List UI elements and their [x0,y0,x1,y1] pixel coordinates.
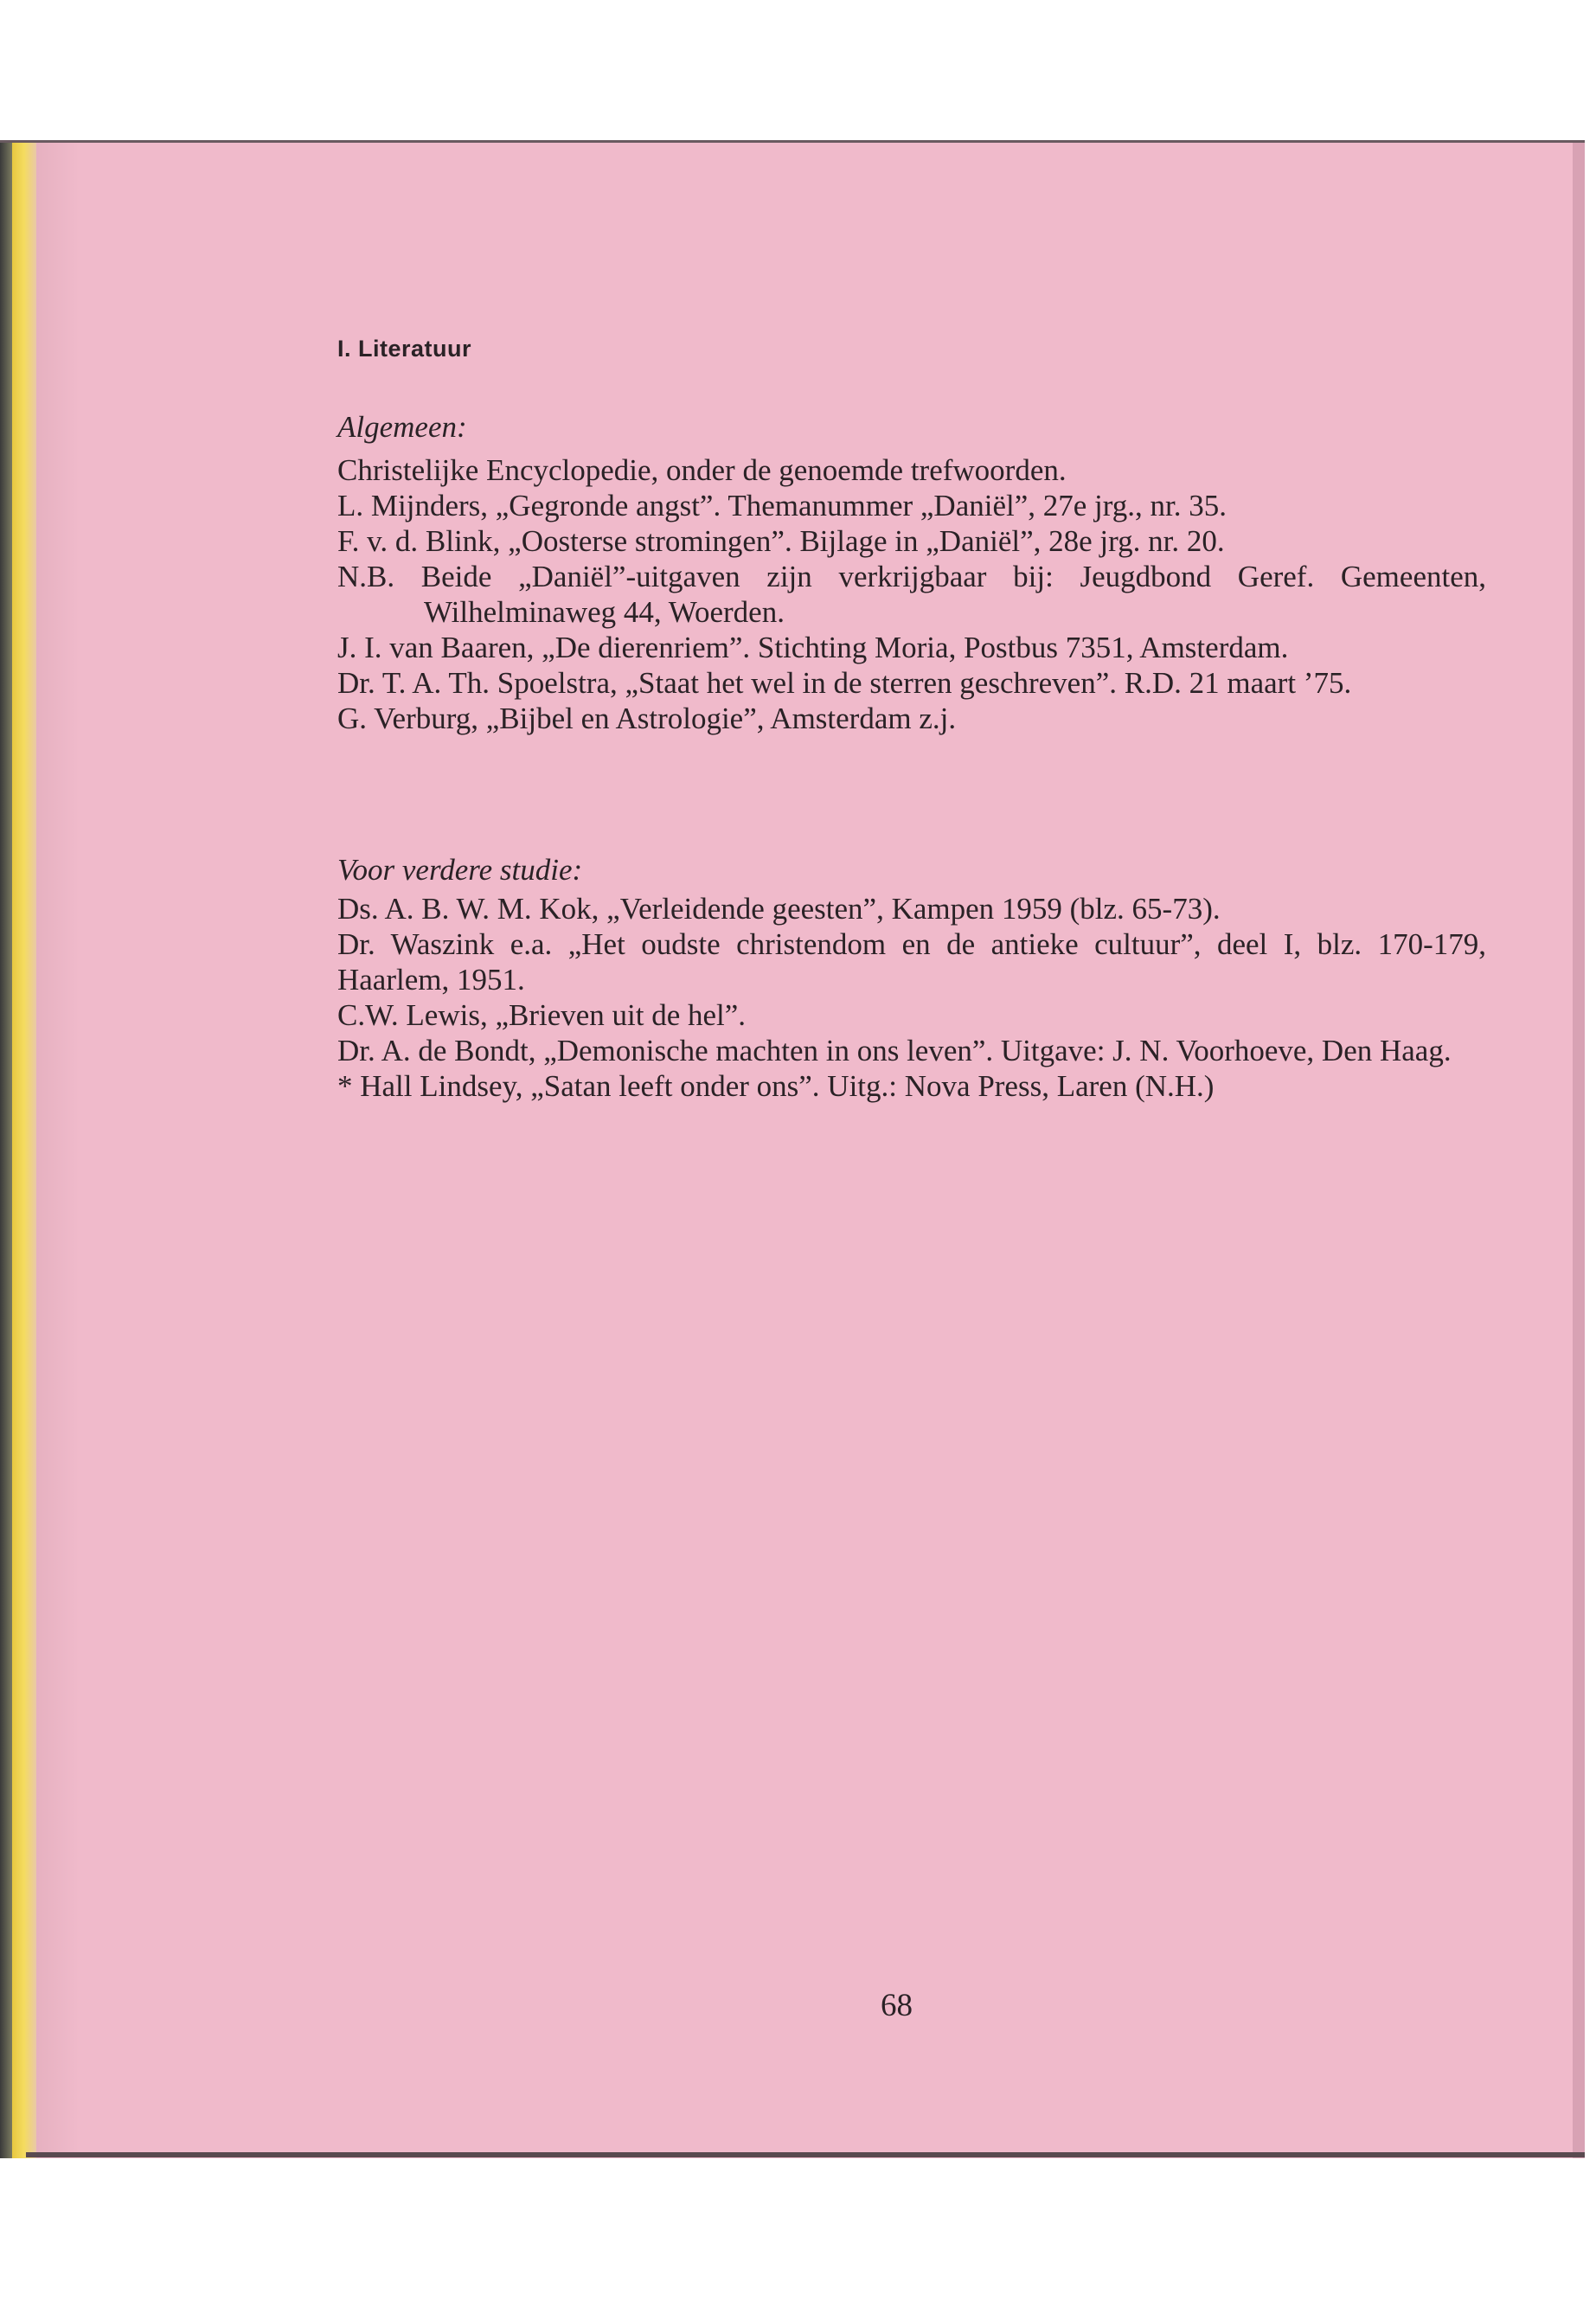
reference-entry: Christelijke Encyclopedie, onder de genoemde trefwoorden. [337,453,1067,487]
verdere-studie-title: Voor verdere studie: [337,853,583,887]
reference-entry: Dr. T. A. Th. Spoelstra, „Staat het wel in de sterren geschreven”. R.D. 21 maart ’75. [337,666,1352,700]
reference-note: N.B. Beide „Daniël”-uitgaven zijn verkrijgbaar bij: Jeugdbond Geref. Gemeenten, Wilhelminaweg 44, Woerden. [337,560,1486,629]
reference-entry: Dr. A. de Bondt, „Demonische machten in ons leven”. Uitgave: J. N. Voorhoeve, Den Haag. [337,1034,1452,1067]
reference-entry: C.W. Lewis, „Brieven uit de hel”. [337,998,747,1032]
page-right-edge [1573,143,1585,2158]
page-number: 68 [881,1988,913,2023]
section-heading: I. Literatuur [337,336,472,362]
algemeen-list [337,452,1486,736]
book-spine-edge [0,143,12,2158]
algemeen-title: Algemeen: [337,410,467,444]
book-spine-yellow [12,143,36,2158]
reference-entry: G. Verburg, „Bijbel en Astrologie”, Amsterdam z.j. [337,702,957,735]
reference-entry: J. I. van Baaren, „De dierenriem”. Stichting Moria, Postbus 7351, Amsterdam. [337,631,1289,664]
verdere-studie-list [337,891,1486,1104]
page-gutter-shade [36,143,80,2158]
book-page [0,143,1585,2158]
reference-entry: L. Mijnders, „Gegronde angst”. Themanummer „Daniël”, 27e jrg., nr. 35. [337,489,1227,522]
reference-entry: F. v. d. Blink, „Oosterse stromingen”. Bijlage in „Daniël”, 28e jrg. nr. 20. [337,524,1225,558]
page-bottom-edge [26,2152,1585,2157]
reference-entry: Ds. A. B. W. M. Kok, „Verleidende geesten”, Kampen 1959 (blz. 65-73). [337,892,1221,926]
reference-entry: Dr. Waszink e.a. „Het oudste christendom en de antieke cultuur”, deel I, blz. 170-179, Haarlem, 1951. [337,927,1486,997]
reference-entry: * Hall Lindsey, „Satan leeft onder ons”. Uitg.: Nova Press, Laren (N.H.) [337,1069,1215,1103]
